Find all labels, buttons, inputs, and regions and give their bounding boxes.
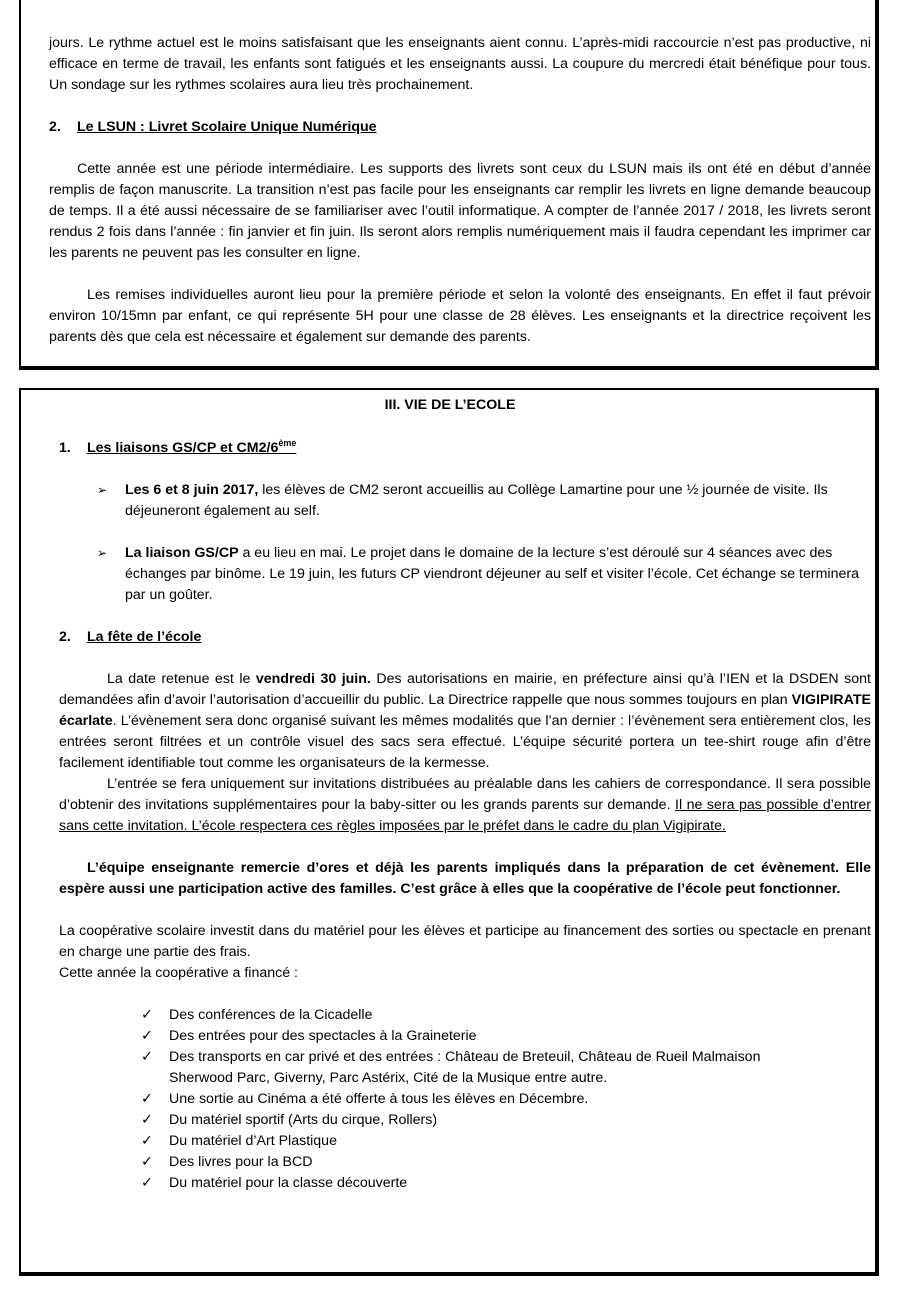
list-item: ✓ Des conférences de la Cicadelle [59, 1005, 871, 1026]
check-icon: ✓ [141, 1091, 153, 1107]
check-icon: ✓ [141, 1154, 153, 1170]
cooperative-paragraph: La coopérative scolaire investit dans du matériel pour les élèves et participe au financement des sorties ou spectacle en prenant en charge une partie des frais. [59, 923, 871, 960]
subsection-heading-liaisons [59, 438, 871, 459]
subsection-title: Les liaisons GS/CP et CM2/6ème [87, 438, 297, 456]
check-icon: ✓ [141, 1049, 153, 1065]
list-item: ✓ Du matériel sportif (Arts du cirque, Rollers) [59, 1110, 871, 1131]
fete-paragraph-2: L’entrée se fera uniquement sur invitations distribuées au préalable dans les cahiers de correspondance. Il sera possible d’obtenir des invitations supplémentaires pour la baby-sitter ou les grands parents sur demande. Il ne sera pas possible d’entrer sans cette invitation. L’école respectera ces règles imposées par le préfet dans le cadre du plan Vigipirate. [59, 776, 871, 834]
list-item: ✓ Des entrées pour des spectacles à la Graineterie [59, 1026, 871, 1047]
subsection-heading-fete [59, 627, 871, 648]
section-title-vie-ecole: III. VIE DE L’ECOLE [384, 397, 516, 413]
section-heading-lsun [49, 117, 871, 138]
check-icon: ✓ [141, 1175, 153, 1191]
arrow-bullet-icon: ➢ [97, 483, 108, 497]
minutes-box-lsun [19, 0, 879, 370]
check-icon: ✓ [141, 1007, 153, 1023]
lsun-paragraph-1: Cette année est une période intermédiaire. Les supports des livrets sont ceux du LSUN mais ils ont été en début d’année remplis de façon manuscrite. La transition n’est pas facile pour les enseignants car remplir les livrets en ligne demande beaucoup de temps. Il a été aussi nécessaire de se familiariser avec l’outil informatique. A compter de l’année 2017 / 2018, les livrets seront rendus 2 fois dans l’année : fin janvier et fin juin. Ils seront alors remplis numériquement mais il faudra cependant les imprimer car les parents ne peuvent pas les consulter en ligne. [49, 161, 871, 261]
subsection-title: La fête de l’école [87, 629, 202, 645]
cooperative-intro: Cette année la coopérative a financé : [59, 965, 298, 981]
subsection-number: 1. [59, 440, 71, 456]
subsection-number: 2. [59, 629, 71, 645]
check-icon: ✓ [141, 1133, 153, 1149]
list-item: ✓ Des transports en car privé et des entrées : Château de Breteuil, Château de Rueil Malmaison Sherwood Parc, Giverny, Parc Astérix, Cité de la Musique entre autre. [141, 1049, 761, 1086]
list-item: ✓ Du matériel d’Art Plastique [59, 1131, 871, 1152]
list-item: ➢ Les 6 et 8 juin 2017, les élèves de CM2 seront accueillis au Collège Lamartine pour une ½ journée de visite. Ils déjeuneront également au self. [97, 482, 828, 519]
list-item: ✓ Une sortie au Cinéma a été offerte à tous les élèves en Décembre. [59, 1089, 871, 1110]
check-icon: ✓ [141, 1028, 153, 1044]
remerciements-paragraph: L’équipe enseignante remercie d’ores et déjà les parents impliqués dans la préparation de cet évènement. Elle espère aussi une participation active des familles. C’est grâce à elles que la coopérative de l’école peut fonctionner. [59, 860, 871, 897]
cooperative-items-list [59, 1005, 871, 1194]
section-number: 2. [49, 119, 61, 135]
lsun-paragraph-2: Les remises individuelles auront lieu pour la première période et selon la volonté des enseignants. En effet il faut prévoir environ 10/15mn par enfant, ce qui représente 5H pour une classe de 28 élèves. Les enseignants et la directrice reçoivent les parents dès que cela est nécessaire et également sur demande des parents. [49, 287, 871, 345]
rythmes-paragraph: jours. Le rythme actuel est le moins satisfaisant que les enseignants aient connu. L’après-midi raccourcie n’est pas productive, ni efficace en terme de travail, les enfants sont fatigués et les enseignants aussi. La coupure du mercredi était bénéfique pour tous. Un sondage sur les rythmes scolaires aura lieu très prochainement. [49, 35, 871, 93]
section-title: Le LSUN : Livret Scolaire Unique Numérique [77, 119, 377, 135]
arrow-bullet-icon: ➢ [97, 546, 108, 560]
check-icon: ✓ [141, 1112, 153, 1128]
list-item: ✓ Des livres pour la BCD [59, 1152, 871, 1173]
list-item: ✓ Du matériel pour la classe découverte [59, 1173, 871, 1194]
fete-paragraph-1: La date retenue est le vendredi 30 juin. Des autorisations en mairie, en préfecture ainsi qu’à l’IEN et la DSDEN sont demandées afin d’avoir l’autorisation d’accueillir du public. La Directrice rappelle que nous sommes toujours en plan VIGIPIRATE écarlate. L’évènement sera donc organisé suivant les mêmes modalités que l’an dernier : l’évènement sera entièrement clos, les entrées seront filtrées et un contrôle visuel des sacs sera effectué. L’équipe sécurité portera un tee-shirt rouge afin d’être facilement identifiable tout comme les organisateurs de la kermesse. [59, 671, 871, 771]
list-item: ➢ La liaison GS/CP a eu lieu en mai. Le projet dans le domaine de la lecture s’est déroulé sur 4 séances avec des échanges par binôme. Le 19 juin, les futurs CP viendront déjeuner au self et visiter l’école. Cet échange se terminera par un goûter. [97, 545, 859, 603]
minutes-box-vie-ecole [19, 388, 879, 1276]
liaisons-list [59, 480, 871, 606]
